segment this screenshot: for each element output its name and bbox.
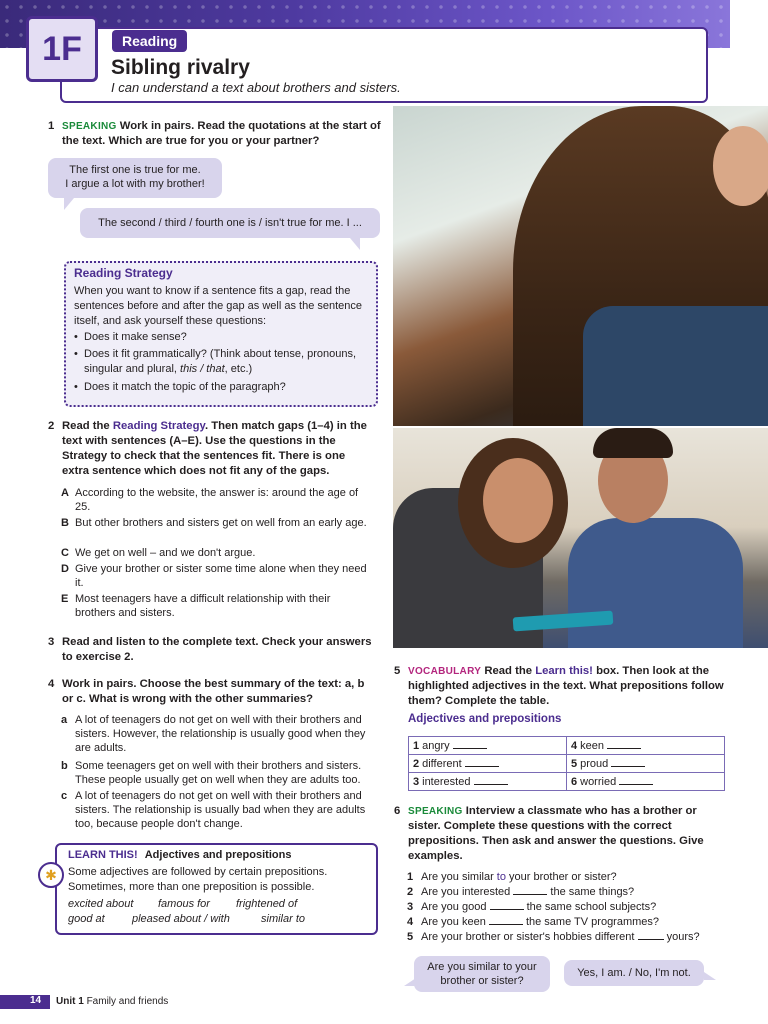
table-cell [409, 773, 567, 791]
strategy-bullet-1 [74, 330, 370, 345]
exercise-5-link: Learn this! [535, 665, 593, 677]
reading-strategy-title: Reading Strategy [74, 266, 173, 280]
lightbulb-icon: ✱ [38, 862, 64, 888]
speech-bubble-answer [564, 960, 704, 986]
cell-word: proud [580, 758, 609, 770]
photo-boy-hoodie [568, 518, 743, 648]
answer-gap[interactable] [453, 739, 487, 749]
question-2-number: 2 [407, 886, 414, 898]
lesson-badge: 1F [26, 16, 98, 82]
answer-gap[interactable] [474, 775, 508, 785]
strategy-bullet-2 [74, 347, 370, 377]
speech-bubble-1-line-2: I argue a lot with my brother! [65, 178, 205, 190]
cell-word: angry [422, 740, 450, 752]
learn-example-2: famous for [158, 898, 210, 910]
speech-bubble-question [414, 956, 550, 992]
speech-bubble-answer-tail [704, 972, 716, 980]
question-4 [407, 915, 721, 929]
exercise-4 [48, 677, 372, 707]
speech-bubble-question-tail [404, 978, 416, 986]
cell-number: 2 [413, 758, 420, 770]
table-cell [409, 737, 567, 755]
question-2 [407, 885, 721, 899]
exercise-5-pre: Read the [484, 665, 536, 677]
exercise-6-keyword: SPEAKING [408, 806, 463, 817]
exercise-4-item-a-label: a [61, 714, 68, 726]
exercise-4-item-b-label: b [61, 760, 68, 772]
exercise-4-number: 4 [48, 678, 55, 690]
exercise-4-item-c-label: c [61, 790, 68, 802]
answer-gap[interactable] [638, 930, 664, 940]
exercise-4-instruction: Work in pairs. Choose the best summary of the text: a, b or c. What is wrong with the other summaries? [62, 678, 365, 705]
speech-bubble-1-line-1: The first one is true for me. [69, 164, 201, 176]
speech-bubble-2-text: The second / third / fourth one is / isn't true for me. I ... [98, 217, 362, 229]
question-3-number: 3 [407, 901, 414, 913]
photo-boy-hair [593, 428, 673, 458]
cell-word: keen [580, 740, 604, 752]
question-4-part-b: the same TV programmes? [525, 916, 660, 928]
question-1-part-a: Are you similar [421, 871, 497, 883]
table-row [409, 773, 725, 791]
speech-bubble-question-line-1: Are you similar to your [427, 961, 537, 973]
exercise-4-item-c-text: A lot of teenagers do not get on well with their brothers and sisters. The relationship is usually bad when they are adults too, because people don't change. [75, 790, 366, 830]
exercise-4-item-b-text: Some teenagers get on well with their brothers and sisters. These people usually get on well when they are adults too. [75, 760, 362, 786]
lesson-subtitle: I can understand a text about brothers and sisters. [111, 80, 401, 95]
strategy-bullet-2-part-b: this / that [180, 363, 225, 375]
cell-number: 3 [413, 776, 420, 788]
question-5-part-b: yours? [666, 931, 700, 943]
question-4-number: 4 [407, 916, 414, 928]
learn-this-heading [68, 849, 291, 861]
table-cell [567, 773, 725, 791]
question-4-part-a: Are you keen [421, 916, 486, 928]
cell-number: 5 [571, 758, 578, 770]
exercise-3 [48, 635, 374, 665]
answer-gap[interactable] [513, 885, 547, 895]
photo-ear-shape [713, 126, 768, 206]
exercise-1-instruction: Work in pairs. Read the quotations at the start of the text. Which are true for you or your partner? [62, 120, 381, 147]
exercise-1-number: 1 [48, 120, 55, 132]
exercise-5-post: box. Then look at the highlighted adjectives in the text. What prepositions follow them? Complete the table. [408, 665, 724, 707]
section-label: Reading [122, 33, 178, 49]
photo-girl-hair [393, 106, 768, 426]
table-row [409, 755, 725, 773]
exercise-2-item-d-label: D [61, 563, 69, 575]
photo-girl-face [483, 458, 553, 543]
footer-unit-number: Unit 1 [56, 996, 84, 1007]
speech-bubble-1 [48, 158, 222, 198]
answer-gap[interactable] [607, 739, 641, 749]
exercise-6 [394, 804, 728, 864]
speech-bubble-2 [80, 208, 380, 238]
exercise-2-item-e [61, 592, 370, 620]
exercise-2-item-c-label: C [61, 547, 69, 559]
exercise-2-item-b [61, 516, 370, 530]
question-3 [407, 900, 721, 914]
exercise-2-item-a-text: According to the website, the answer is: around the age of 25. [75, 487, 359, 513]
exercise-1-keyword: SPEAKING [62, 121, 117, 132]
footer-page-bar [0, 995, 50, 1009]
strategy-bullet-1-text: • Does it make sense? [84, 331, 187, 343]
exercise-2-pre: Read the [62, 420, 113, 432]
answer-gap[interactable] [490, 900, 524, 910]
table-cell [567, 755, 725, 773]
cell-number: 4 [571, 740, 578, 752]
learn-this-line-1: Some adjectives are followed by certain prepositions. [68, 866, 328, 878]
answer-gap[interactable] [611, 757, 645, 767]
exercise-2-item-a-label: A [61, 487, 69, 499]
cell-number: 6 [571, 776, 578, 788]
answer-gap[interactable] [465, 757, 499, 767]
exercise-2-item-d [61, 562, 370, 590]
exercise-5-number: 5 [394, 665, 401, 677]
question-3-part-a: Are you good [421, 901, 487, 913]
exercise-2-post: . Then match gaps (1–4) in the text with sentences (A–E). Use the questions in the Strategy to check that the sentences fit. There is one extra sentence which does not fit any of the gaps. [62, 420, 367, 477]
strategy-bullet-2-part-c: , etc.) [224, 363, 253, 375]
exercise-4-item-b [61, 759, 375, 787]
question-2-part-b: the same things? [550, 886, 635, 898]
table-cell [409, 755, 567, 773]
strategy-bullet-2-text [74, 347, 370, 377]
exercise-2-item-c [61, 546, 370, 560]
learn-example-4: good at [68, 913, 105, 925]
exercise-5 [394, 664, 728, 709]
question-2-part-a: Are you interested [421, 886, 511, 898]
question-5-part-a: Are your brother or sister's hobbies different [421, 931, 635, 943]
page-number: 14 [30, 995, 42, 1006]
learn-this-title: Adjectives and prepositions [144, 849, 292, 861]
exercise-6-number: 6 [394, 805, 401, 817]
answer-gap[interactable] [489, 915, 523, 925]
speech-bubble-answer-text: Yes, I am. / No, I'm not. [577, 967, 691, 979]
exercise-4-item-a-text: A lot of teenagers do not get on well with their brothers and sisters. However, the relationship is usually good when they are adults. [75, 714, 366, 754]
exercise-4-item-a [61, 713, 375, 755]
learn-example-5: pleased about / with [132, 913, 230, 925]
cell-word: worried [580, 776, 617, 788]
question-5 [407, 930, 731, 944]
speech-bubble-1-tail [64, 198, 74, 210]
strategy-bullet-3 [74, 380, 370, 395]
table-cell [567, 737, 725, 755]
exercise-2-item-b-label: B [61, 517, 69, 529]
footer-unit [56, 996, 168, 1007]
question-1-example: to [496, 871, 506, 883]
cell-word: interested [422, 776, 471, 788]
cell-word: different [422, 758, 462, 770]
exercise-2-item-e-text: Most teenagers have a difficult relationship with their brothers and sisters. [75, 593, 331, 619]
strategy-bullet-2-part-a: Does it fit grammatically? (Think about tense, pronouns, singular and plural, [84, 348, 357, 375]
section-tag [112, 30, 187, 52]
exercise-3-instruction: Read and listen to the complete text. Check your answers to exercise 2. [62, 636, 372, 663]
exercise-2 [48, 419, 374, 479]
exercise-2-item-c-text: We get on well – and we don't argue. [75, 547, 256, 559]
learn-this-keyword: LEARN THIS! [68, 849, 138, 861]
question-5-number: 5 [407, 931, 414, 943]
exercise-4-item-c [61, 789, 375, 831]
learn-example-3: frightened of [236, 898, 298, 910]
learn-example-1: excited about [68, 898, 134, 910]
question-1-number: 1 [407, 871, 414, 883]
prepositions-table [408, 736, 725, 791]
answer-gap[interactable] [619, 775, 653, 785]
lesson-title: Sibling rivalry [111, 56, 250, 79]
speech-bubble-2-tail [350, 238, 360, 250]
exercise-2-item-b-text: But other brothers and sisters get on well from an early age. [75, 517, 367, 529]
question-1-part-c: your brother or sister? [505, 871, 617, 883]
photo-shirt-shape [583, 306, 768, 426]
question-3-part-b: the same school subjects? [526, 901, 657, 913]
exercise-3-number: 3 [48, 636, 55, 648]
exercise-5-keyword: VOCABULARY [408, 666, 482, 677]
strategy-bullet-3-text: • Does it match the topic of the paragraph? [84, 381, 286, 393]
learn-this-line-2: Sometimes, more than one preposition is possible. [68, 881, 315, 893]
exercise-2-item-a [61, 486, 370, 514]
exercise-1 [48, 119, 382, 149]
cell-number: 1 [413, 740, 420, 752]
exercise-2-link: Reading Strategy [112, 420, 205, 432]
question-1 [407, 870, 721, 884]
learn-example-6: similar to [261, 913, 306, 925]
footer-unit-title: Family and friends [86, 996, 169, 1007]
reading-strategy-text: When you want to know if a sentence fits a gap, read the sentences before and after the gap as well as the sentence itself, and ask yourself these questions: [74, 285, 363, 327]
table-title: Adjectives and prepositions [408, 713, 562, 725]
photo-siblings-car [393, 428, 768, 648]
table-row [409, 737, 725, 755]
exercise-2-item-d-text: Give your brother or sister some time alone when they need it. [75, 563, 367, 589]
speech-bubble-question-line-2: brother or sister? [440, 975, 524, 987]
exercise-6-instruction: Interview a classmate who has a brother or sister. Complete these questions with the correct prepositions. Then ask and answer the questions. Give examples. [408, 805, 704, 862]
exercise-2-item-e-label: E [61, 593, 69, 605]
exercise-2-number: 2 [48, 420, 55, 432]
